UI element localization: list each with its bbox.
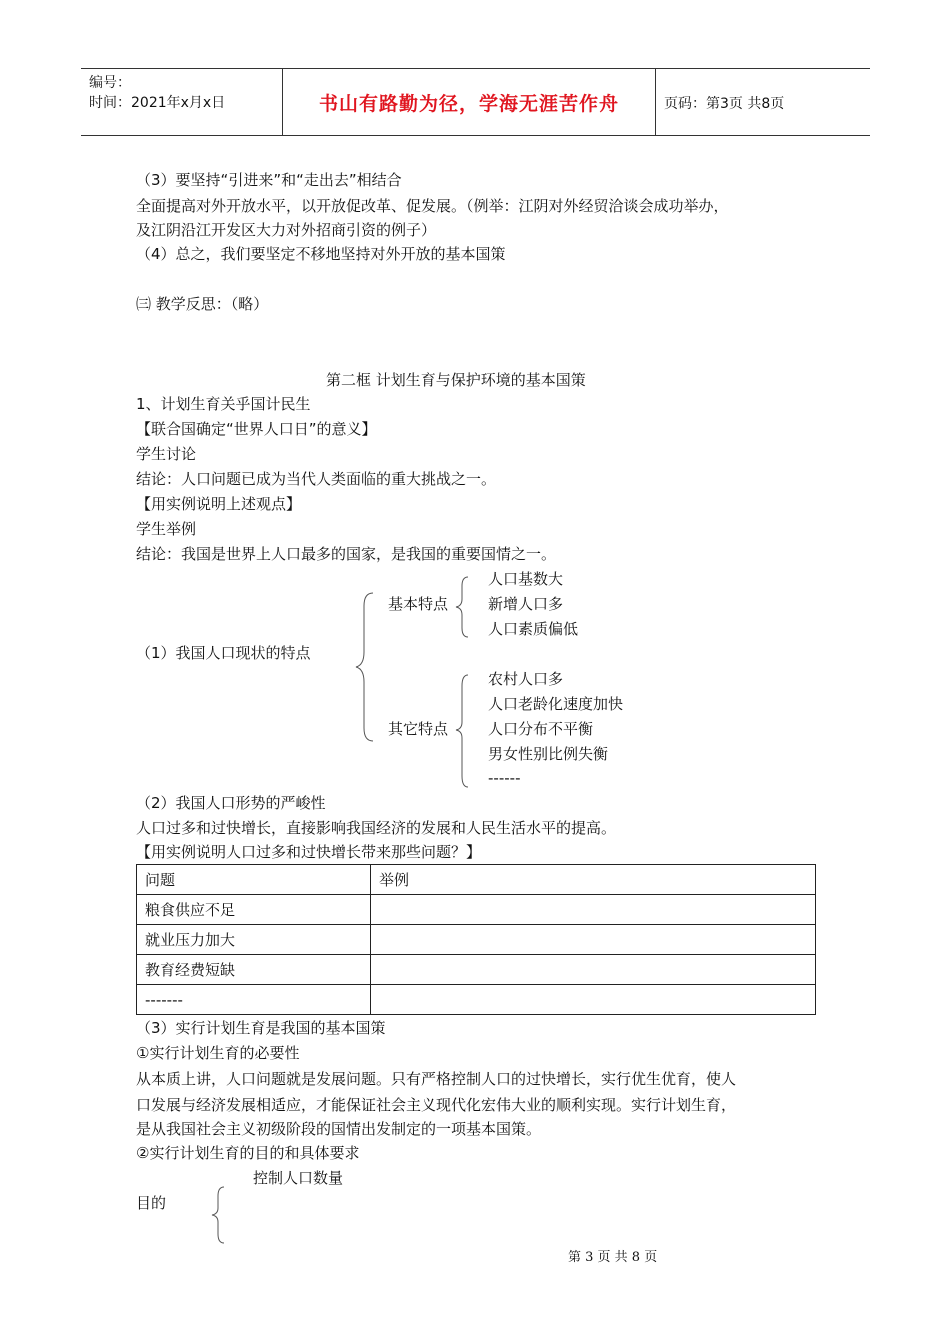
basic-brace <box>454 576 470 638</box>
issues-table <box>136 864 816 1015</box>
point-3-title: （3）要坚持“引进来”和“走出去”相结合 <box>136 171 402 189</box>
point-3-line-2: 及江阴沿江开发区大力对外招商引资的例子） <box>136 221 437 239</box>
table-cell: 就业压力加大 <box>137 925 371 955</box>
section-title: 第二框 计划生育与保护环境的基本国策 <box>326 371 586 389</box>
other-item: 人口分布不平衡 <box>488 720 594 738</box>
goal-title: ②实行计划生育的目的和具体要求 <box>136 1144 360 1162</box>
un-day-heading: 【联合国确定“世界人口日”的意义】 <box>136 420 377 438</box>
diagram-root: （1）我国人口现状的特点 <box>136 644 311 662</box>
goal-item: 控制人口数量 <box>253 1169 344 1187</box>
table-row <box>137 925 816 955</box>
necessity-line-2: 口发展与经济发展相适应，才能保证社会主义现代化宏伟大业的顺利实现。实行计划生育， <box>136 1096 737 1114</box>
table-cell: 粮食供应不足 <box>137 895 371 925</box>
other-item: 农村人口多 <box>488 670 564 688</box>
teaching-reflection: ㈢ 教学反思：（略） <box>136 295 269 313</box>
table-row <box>137 895 816 925</box>
serial-label: 编号： <box>89 75 131 91</box>
necessity-line-3: 是从我国社会主义初级阶段的国情出发制定的一项基本国策。 <box>136 1120 542 1138</box>
necessity-line-1: 从本质上讲，人口问题就是发展问题。只有严格控制人口的过快增长，实行优生优育，使人 <box>136 1070 737 1088</box>
other-features-label: 其它特点 <box>388 720 449 738</box>
table-header-row <box>137 865 816 895</box>
point-3-line-1: 全面提高对外开放水平，以开放促改革、促发展。（例举：江阴对外经贸洽谈会成功举办， <box>136 197 729 215</box>
date-line: 时间：2021年x月x日 <box>89 95 226 111</box>
header-motto: 书山有路勤为径，学海无涯苦作舟 <box>282 69 656 135</box>
table-cell: ------- <box>137 985 371 1015</box>
main-brace <box>355 592 375 742</box>
conclusion-1: 结论：人口问题已成为当代人类面临的重大挑战之一。 <box>136 470 497 488</box>
other-item: ------ <box>488 769 521 787</box>
table-cell <box>371 955 816 985</box>
student-example: 学生举例 <box>136 520 197 538</box>
basic-item: 人口基数大 <box>488 570 564 588</box>
severity-text: 人口过多和过快增长，直接影响我国经济的发展和人民生活水平的提高。 <box>136 819 617 837</box>
table-heading: 【用实例说明人口过多和过快增长带来那些问题？】 <box>136 843 482 861</box>
table-row <box>137 955 816 985</box>
basic-item: 人口素质偏低 <box>488 620 579 638</box>
table-cell <box>371 925 816 955</box>
other-brace <box>454 674 470 788</box>
goal-brace <box>210 1186 226 1244</box>
basic-features-label: 基本特点 <box>388 595 449 613</box>
basic-item: 新增人口多 <box>488 595 564 613</box>
table-header-cell: 举例 <box>371 865 816 895</box>
header-page-info: 页码：第3页 共8页 <box>664 96 785 112</box>
other-item: 人口老龄化速度加快 <box>488 695 624 713</box>
example-heading: 【用实例说明上述观点】 <box>136 495 302 513</box>
student-discussion: 学生讨论 <box>136 445 197 463</box>
table-row <box>137 985 816 1015</box>
policy-title: （3）实行计划生育是我国的基本国策 <box>136 1019 386 1037</box>
page-footer: 第 3 页 共 8 页 <box>568 1250 658 1265</box>
point-4: （4）总之，我们要坚定不移地坚持对外开放的基本国策 <box>136 245 506 263</box>
table-header-cell: 问题 <box>137 865 371 895</box>
goal-label: 目的 <box>136 1194 167 1212</box>
table-cell <box>371 895 816 925</box>
table-cell: 教育经费短缺 <box>137 955 371 985</box>
severity-title: （2）我国人口形势的严峻性 <box>136 794 326 812</box>
header-meta <box>89 73 225 113</box>
conclusion-2: 结论：我国是世界上人口最多的国家，是我国的重要国情之一。 <box>136 545 557 563</box>
item-1: 1、计划生育关乎国计民生 <box>136 395 311 413</box>
necessity-title: ①实行计划生育的必要性 <box>136 1044 300 1062</box>
other-item: 男女性别比例失衡 <box>488 745 609 763</box>
table-cell <box>371 985 816 1015</box>
page-header <box>81 68 870 136</box>
